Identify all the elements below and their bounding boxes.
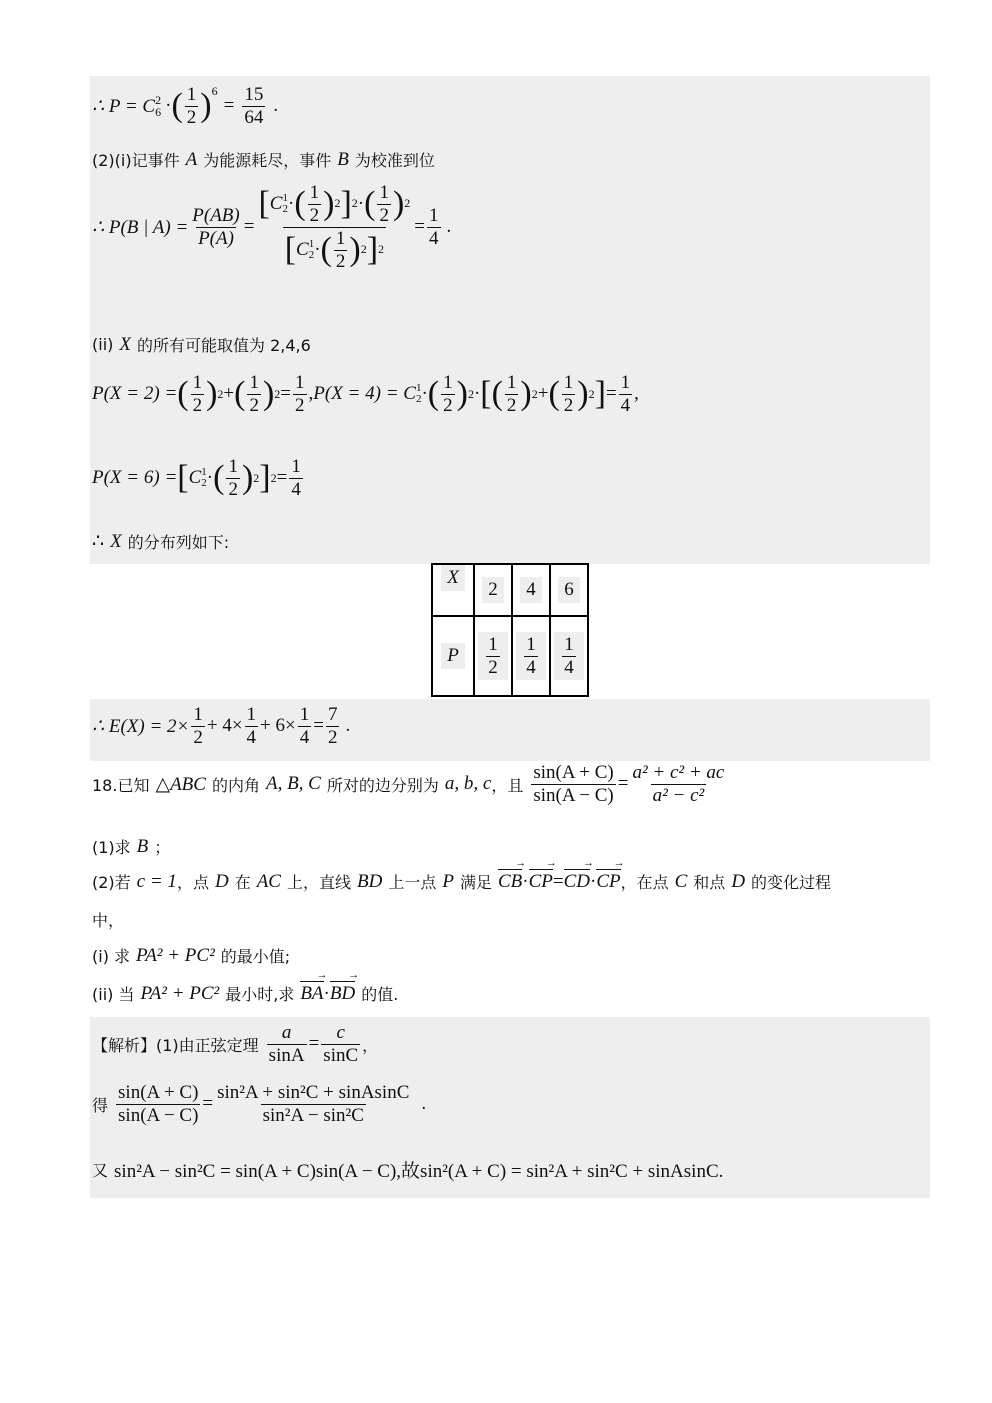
- part2ii-heading: (ii) X 的所有可能取值为 2,4,6: [92, 333, 311, 355]
- table-header-p: P: [432, 616, 474, 696]
- table-cell-p1: $\frac{1}{2}$: [474, 616, 512, 696]
- bracket-fraction: [ C 1 2 · ( $\frac{1}{2}$ ) 2 ] 2 · ( $\frac{1}{2}$ ) 2 [ C 1 2 · ( $\frac{1}{2}$ ) 2 ] 2: [258, 182, 411, 272]
- distribution-heading: ∴ X 的分布列如下:: [92, 530, 230, 552]
- result-fraction: $\frac{15}{64}$: [244, 84, 264, 128]
- half-fraction: $\frac{1}{2}$: [186, 84, 197, 128]
- px2-px4-line: P(X = 2) = ( $\frac{1}{2}$ ) 2 + ( $\frac{1}{2}$ ) 2 = $\frac{1}{2}$ , P(X = 4) = C 1 2 · ( $\frac{1}{2}$ ) 2 · [ ( $\frac{1}{2}$ ) 2 + ( $\frac{1}{2}$ ) 2 ] = $\frac{1}{4}$ ,: [92, 372, 639, 416]
- p-lhs: ∴ P = C: [92, 95, 156, 117]
- table-cell-x3: 6: [550, 564, 588, 616]
- probability-result-line: ∴ P = C 2 6 · ( $\frac{1}{2}$ ) 6 = $\frac{15}{64}$ .: [92, 83, 279, 128]
- conditional-probability-line: ∴ P(B | A) = $\frac{P(AB)}{P(A)}$ = [ C 1 2 · ( $\frac{1}{2}$ ) 2 ] 2 · ( $\frac{1}{2}$ ) 2 [ C 1 2 · ( $\frac{1}{2}$ ) 2 ] 2 = $\frac{1}{4}$ .: [92, 182, 452, 272]
- vector-ba: BA →: [300, 983, 323, 1005]
- table-header-x: X: [432, 564, 474, 616]
- question-1: (1)求 B ；: [92, 835, 171, 857]
- exponent-6: 6: [211, 83, 218, 98]
- cond-result: $\frac{1}{4}$: [429, 204, 439, 249]
- table-cell-x2: 4: [512, 564, 550, 616]
- table-cell-p3: $\frac{1}{4}$: [550, 616, 588, 696]
- p-ab-over-p-a: $\frac{P(AB)}{P(A)}$: [192, 204, 240, 249]
- table-cell-p2: $\frac{1}{4}$: [512, 616, 550, 696]
- cond-lhs: ∴ P(B | A) =: [92, 216, 189, 238]
- expectation-line: ∴ E(X) = 2× $\frac{1}{2}$ + 4× $\frac{1}{4}$ + 6× $\frac{1}{4}$ = $\frac{7}{2}$ .: [92, 704, 351, 748]
- question-2: (2)若 c = 1 ，点 D 在 AC 上，直线 BD 上一点 P 满足 CB → · CP → = CD → · CP → ，在点 C 和点 D 的变化过程: [92, 870, 831, 893]
- c-sub: 6: [155, 105, 162, 120]
- vector-bd: BD →: [330, 983, 355, 1005]
- vector-cd: CD →: [564, 871, 590, 893]
- vector-cp-2: CP →: [596, 871, 620, 893]
- c-sup: 2: [155, 93, 162, 108]
- question-2i: (i) 求 PA² + PC² 的最小值;: [92, 944, 291, 966]
- table-cell-x1: 2: [474, 564, 512, 616]
- question-2ii: (ii) 当 PA² + PC² 最小时,求 BA → · BD → 的值.: [92, 982, 398, 1005]
- question-2-cont: 中，: [92, 911, 125, 930]
- solution-line-1: 【解析】(1)由正弦定理 $\frac{a}{\sin A}$ = $\frac{c}{\sin C}$ ，: [92, 1022, 379, 1066]
- part2i-heading: (2)(i)记事件 A 为能源耗尽，事件 B 为校准到位: [92, 148, 435, 170]
- solution-line-3: 又 sin²A − sin²C = sin(A + C)sin(A − C),故sin²(A + C) = sin²A + sin²C + sinAsinC.: [92, 1161, 724, 1182]
- vector-cb: CB →: [498, 871, 522, 893]
- distribution-table: [431, 563, 589, 697]
- vector-cp: CP →: [529, 871, 553, 893]
- px6-line: P(X = 6) = [ C 1 2 · ( $\frac{1}{2}$ ) 2 ] 2 = $\frac{1}{4}$: [92, 456, 301, 500]
- problem-18-statement: 18.已知 △ABC 的内角 A, B, C 所对的边分别为 a, b, c ，且 $\frac{\sin(A + C)}{\sin(A - C)}$ = $\frac{\text{a² + c² + ac}}{\text{a² − c²}}$: [92, 762, 725, 806]
- solution-line-2: 得 $\frac{\sin(A + C)}{\sin(A - C)}$ = $\frac{\text{sin²A + sin²C + sinAsinC}}{\text{sin²A − sin²C}}$ .: [92, 1082, 427, 1126]
